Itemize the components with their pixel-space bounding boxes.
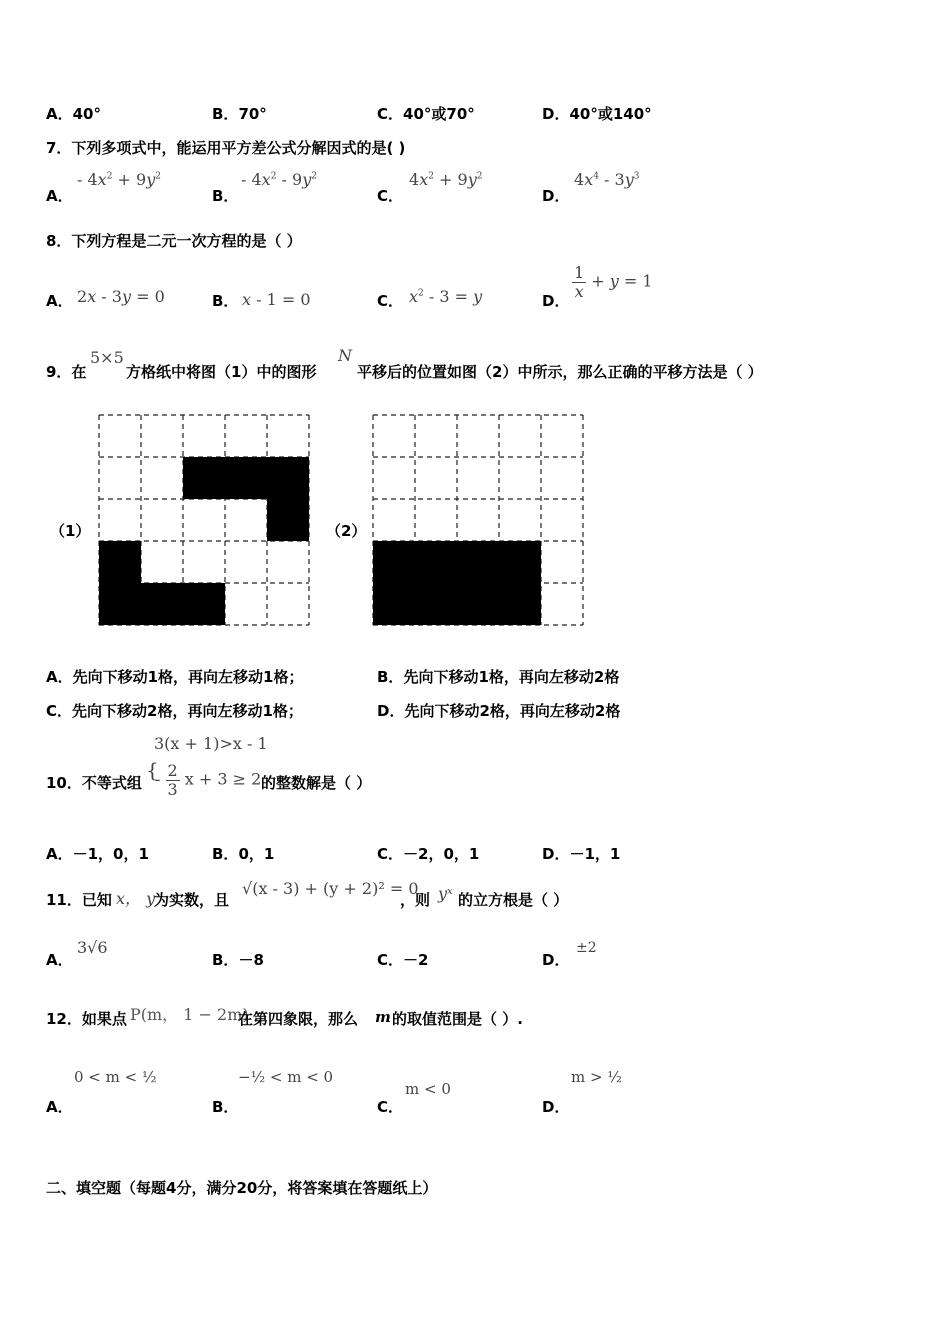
q12-option-a-math: 0 < m < ½ (74, 1068, 157, 1086)
q8-option-d-letter: D． (542, 292, 570, 310)
q10-option-b: B．0，1 (212, 845, 275, 863)
q7-stem: 7．下列多项式中，能运用平方差公式分解因式的是( ) (46, 139, 406, 157)
q9-shape-translated (373, 541, 541, 625)
q8-option-a-letter: A． (46, 292, 73, 310)
q10-brace: { (146, 758, 159, 782)
q11-option-b: B．－8 (212, 951, 264, 969)
q9-stem-mid: 方格纸中将图（1）中的图形 (126, 363, 317, 381)
q12-option-b-math: −½ < m < 0 (238, 1068, 334, 1086)
q12-point: P(m， 1 − 2m) (130, 1005, 249, 1024)
q9-shape-l (99, 541, 225, 625)
q10-stem-start: 10．不等式组 (46, 774, 142, 792)
q8-option-b-math: x - 1 = 0 (242, 290, 311, 309)
q12-stem-mid: 在第四象限，那么 (238, 1010, 359, 1028)
q11-expression: yˣ (438, 884, 453, 903)
q9-shape-label: N (338, 346, 352, 365)
q10-option-a: A．－1，0，1 (46, 845, 149, 863)
q11-vars: x， y (116, 889, 156, 908)
q6-option-a: A．40° (46, 105, 101, 123)
q9-fig1-label: （1） (50, 522, 91, 540)
q11-stem-end: 的立方根是（ ） (458, 891, 569, 909)
q10-option-c: C．－2，0，1 (377, 845, 480, 863)
q9-grid-size: 5×5 (90, 348, 124, 367)
q7-option-c-letter: C． (377, 187, 404, 205)
q11-option-c: C．－2 (377, 951, 429, 969)
q7-option-b-letter: B． (212, 187, 239, 205)
q9-option-b: B．先向下移动1格，再向左移动2格 (377, 668, 620, 686)
q7-option-a-math: - $4x^2 + 9y^2$ (77, 170, 161, 189)
q9-stem-end: 平移后的位置如图（2）中所示，那么正确的平移方法是（ ） (357, 363, 763, 381)
q8-stem: 8．下列方程是二元一次方程的是（ ） (46, 232, 302, 250)
q9-option-a: A．先向下移动1格，再向左移动1格； (46, 668, 304, 686)
q9-figure-2 (372, 414, 585, 626)
q12-option-a-letter: A． (46, 1098, 73, 1116)
q7-option-c-math: $4x^2 + 9y^2$ (409, 170, 483, 189)
q8-option-a-math: 2x - 3y = 0 (77, 287, 165, 306)
q11-option-a-letter: A． (46, 951, 73, 969)
q12-var: m (375, 1008, 391, 1026)
q7-option-b-math: - $4x^2 - 9y^2$ (241, 170, 317, 189)
q12-option-d-letter: D． (542, 1098, 570, 1116)
q11-stem-mid: 为实数，且 (154, 891, 230, 909)
q10-inequality-1: 3(x + 1)>x - 1 (154, 734, 268, 753)
q8-option-d-math: $\frac{1}{x}$ + y = 1 (574, 263, 653, 301)
q11-option-d-letter: D． (542, 951, 570, 969)
q9-figure-1 (98, 414, 311, 626)
q7-option-d-letter: D． (542, 187, 570, 205)
q12-stem-start: 12．如果点 (46, 1010, 127, 1028)
q9-stem-num: 9．在 (46, 363, 87, 381)
q8-option-b-letter: B． (212, 292, 239, 310)
q11-stem-start: 11．已知 (46, 891, 112, 909)
q12-option-c-math: m < 0 (405, 1080, 451, 1098)
q11-option-a-math: 3√6 (77, 938, 108, 957)
q6-option-c: C．40°或70° (377, 105, 475, 123)
q10-stem-end: 的整数解是（ ） (261, 774, 372, 792)
q12-option-d-math: m > ½ (571, 1068, 622, 1086)
q10-inequality-2: - $\frac{2}{3}$ x + 3 ≥ 2 (155, 761, 262, 799)
q11-stem-mid2: ，则 (400, 891, 431, 909)
q12-stem-end: 的取值范围是（ ）. (392, 1010, 523, 1028)
q9-option-d: D．先向下移动2格，再向左移动2格 (377, 702, 621, 720)
q11-option-d-math: ±2 (576, 940, 597, 956)
q8-option-c-math: $x^2 - 3 = y$ (409, 287, 483, 306)
q9-fig2-label: （2） (326, 522, 367, 540)
section-2-title: 二、填空题（每题4分，满分20分，将答案填在答题纸上） (46, 1179, 438, 1197)
q8-option-c-letter: C． (377, 292, 404, 310)
q6-option-b: B．70° (212, 105, 267, 123)
q9-option-c: C．先向下移动2格，再向左移动1格； (46, 702, 303, 720)
q6-option-d: D．40°或140° (542, 105, 652, 123)
q10-option-d: D．－1，1 (542, 845, 621, 863)
q12-option-c-letter: C． (377, 1098, 404, 1116)
q12-option-b-letter: B． (212, 1098, 239, 1116)
q7-option-a-letter: A． (46, 187, 73, 205)
q11-equation: √(x - 3) + (y + 2)² = 0 (242, 879, 419, 898)
q9-shape-original (183, 457, 309, 541)
q7-option-d-math: $4x^4 - 3y^3$ (574, 170, 640, 189)
